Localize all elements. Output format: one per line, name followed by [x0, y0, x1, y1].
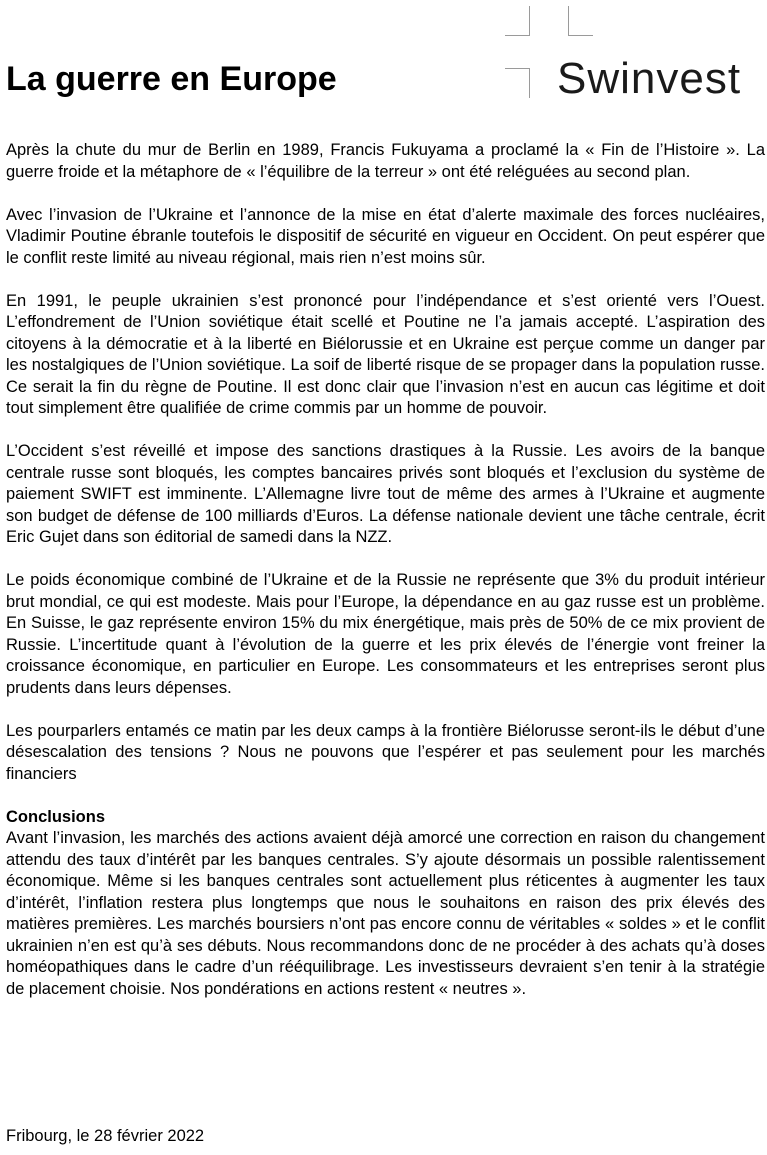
- logo-mark-top-left-vertical: [529, 6, 530, 36]
- logo-mark-top-left-horizontal: [505, 35, 530, 36]
- paragraph-invasion: Avec l’invasion de l’Ukraine et l’annonce de la mise en état d’alerte maximale des forces nucléaires, Vladimir Poutine ébranle toutefois le dispositif de sécurité en vigueur en Occident. On peut espérer que le conflit reste limité au niveau régional, mais rien n’est moins sûr.: [6, 205, 765, 267]
- page-title: La guerre en Europe: [6, 60, 337, 98]
- conclusions-text: Avant l’invasion, les marchés des actions avaient déjà amorcé une correction en raison du changement attendu des taux d’intérêt par les banques centrales. S’y ajoute désormais un possible ralentissement économique. Même si les banques centrales sont actuellement plus réticentes à augmenter les taux d’intérêt, l’inflation restera plus longtemps que nous le souhaitons en raison des prix élevés des matières premières. Les marchés boursiers n’ont pas encore connu de véritables « soldes » et le conflit ukrainien n’en est qu’à ses débuts. Nous recommandons donc de ne procéder à des achats qu’à doses homéopathiques dans le cadre d’un rééquilibrage. Les investisseurs devraient s’en tenir à la stratégie de placement choisie. Nos pondérations en actions restent « neutres ».: [6, 829, 765, 998]
- paragraph-independance-1991: En 1991, le peuple ukrainien s’est prononcé pour l’indépendance et s’est orienté vers l’Ouest. L’effondrement de l’Union soviétique était scellé et Poutine ne l’a jamais accepté. L’aspiration des citoyens à la démocratie et à la liberté en Biélorussie et en Ukraine est perçue comme un danger par les nostalgiques de l’Union soviétique. La soif de liberté risque de se propager dans la population russe. Ce serait la fin du règne de Poutine. Il est donc clair que l’invasion n’est en aucun cas légitime et doit tout simplement être qualifiée de crime commis par un homme de pouvoir.: [6, 291, 765, 417]
- logo-mark-bottom-left-vertical: [529, 68, 530, 98]
- article-body: [6, 140, 765, 1000]
- paragraph-sanctions: L’Occident s’est réveillé et impose des sanctions drastiques à la Russie. Les avoirs de la banque centrale russe sont bloqués, les comptes bancaires privés sont bloqués et l’exclusion du système de paiement SWIFT est imminente. L’Allemagne livre tout de même des armes à l’Ukraine et augmente son budget de défense de 100 milliards d’Euros. La défense nationale devient une tâche centrale, écrit Eric Gujet dans son éditorial de samedi dans la NZZ.: [6, 442, 765, 546]
- paragraph-pourparlers: Les pourparlers entamés ce matin par les deux camps à la frontière Biélorusse seront-ils le début d’une désescalation des tensions ? Nous ne pouvons que l’espérer et pas seulement pour les marchés financiers: [6, 721, 765, 783]
- logo-wordmark: Swinvest: [557, 54, 742, 103]
- swinvest-logo: [505, 6, 767, 103]
- paragraph-fin-de-l-histoire: Après la chute du mur de Berlin en 1989, Francis Fukuyama a proclamé la « Fin de l’Histoire ». La guerre froide et la métaphore de « l’équilibre de la terreur » ont été reléguées au second plan.: [6, 141, 765, 181]
- logo-mark-top-right-horizontal: [568, 35, 593, 36]
- conclusions-heading: Conclusions: [6, 807, 106, 826]
- logo-mark-bottom-left-horizontal: [505, 68, 530, 69]
- paragraph-poids-economique: Le poids économique combiné de l’Ukraine et de la Russie ne représente que 3% du produit intérieur brut mondial, ce qui est modeste. Mais pour l’Europe, la dépendance en au gaz russe est un problème. En Suisse, le gaz représente environ 15% du mix énergétique, mais près de 50% de ce mix provient de Russie. L’incertitude quant à l’évolution de la guerre et les prix élevés de l’énergie vont freiner la croissance économique, en particulier en Europe. Les consommateurs et les entreprises seront plus prudents dans leurs dépenses.: [6, 571, 765, 697]
- dateline: Fribourg, le 28 février 2022: [6, 1127, 205, 1145]
- logo-mark-top-right-vertical: [568, 6, 569, 36]
